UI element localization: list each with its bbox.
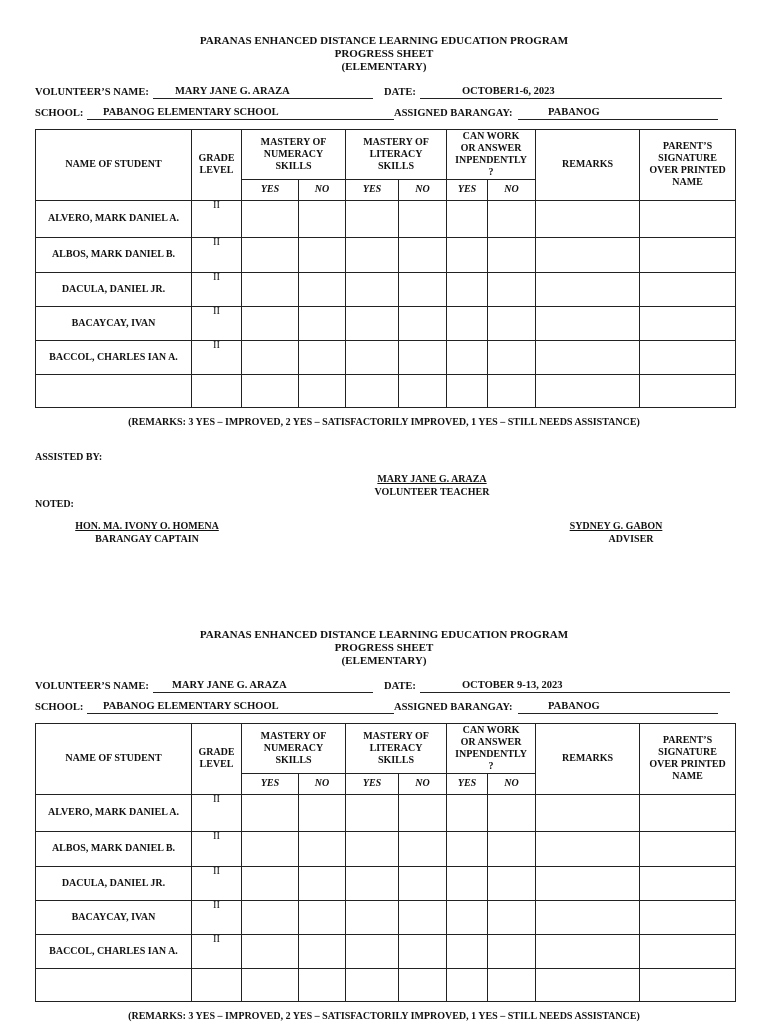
table-row xyxy=(36,341,736,375)
school-value: PABANOG ELEMENTARY SCHOOL xyxy=(103,107,279,118)
student-name: ALVERO, MARK DANIEL A. xyxy=(36,201,192,238)
header-independent: CAN WORK OR ANSWER INPENDENTLY ? xyxy=(447,130,536,180)
adviser-signature-block xyxy=(556,520,676,546)
header-yes: YES xyxy=(447,774,488,795)
student-grade: II xyxy=(192,832,242,867)
volunteer-name-field xyxy=(153,86,373,99)
barangay-label: ASSIGNED BARANGAY: xyxy=(394,108,513,119)
table-row xyxy=(36,201,736,238)
volunteer-name-value: MARY JANE G. ARAZA xyxy=(172,680,287,691)
student-grade: II xyxy=(192,341,242,375)
student-grade: II xyxy=(192,901,242,935)
date-field xyxy=(420,680,730,693)
captain-signature-block xyxy=(57,520,237,546)
captain-signature-role: BARANGAY CAPTAIN xyxy=(95,534,199,545)
header-no: NO xyxy=(488,774,536,795)
program-title: PARANAS ENHANCED DISTANCE LEARNING EDUCATION PROGRAM xyxy=(199,629,569,641)
date-value: OCTOBER1-6, 2023 xyxy=(462,86,555,97)
school-field xyxy=(87,107,394,120)
sheet-subtitle: PROGRESS SHEET xyxy=(334,48,434,60)
header-remarks: REMARKS xyxy=(536,130,640,201)
volunteer-signature-role: VOLUNTEER TEACHER xyxy=(374,487,490,498)
header-yes: YES xyxy=(346,180,399,201)
header-grade: GRADE LEVEL xyxy=(192,724,242,795)
student-grade: II xyxy=(192,238,242,273)
header-grade: GRADE LEVEL xyxy=(192,130,242,201)
header-numeracy: MASTERY OF NUMERACY SKILLS xyxy=(242,724,346,774)
table-row xyxy=(36,795,736,832)
table-row xyxy=(36,935,736,969)
header-no: NO xyxy=(488,180,536,201)
table-row xyxy=(36,375,736,408)
barangay-value: PABANOG xyxy=(548,701,600,712)
date-value: OCTOBER 9-13, 2023 xyxy=(462,680,563,691)
progress-table xyxy=(35,129,736,408)
student-name: BACAYCAY, IVAN xyxy=(36,307,192,341)
barangay-field xyxy=(518,107,718,120)
header-no: NO xyxy=(399,180,447,201)
student-grade: II xyxy=(192,935,242,969)
student-name: DACULA, DANIEL JR. xyxy=(36,273,192,307)
program-title: PARANAS ENHANCED DISTANCE LEARNING EDUCATION PROGRAM xyxy=(199,35,569,47)
student-name: ALBOS, MARK DANIEL B. xyxy=(36,238,192,273)
sheet-level: (ELEMENTARY) xyxy=(341,655,427,667)
header-yes: YES xyxy=(346,774,399,795)
date-field xyxy=(420,86,722,99)
student-name: BACCOL, CHARLES IAN A. xyxy=(36,341,192,375)
header-yes: YES xyxy=(242,774,299,795)
header-name: NAME OF STUDENT xyxy=(36,724,192,795)
header-yes: YES xyxy=(242,180,299,201)
school-field xyxy=(87,701,394,714)
date-label: DATE: xyxy=(384,87,416,98)
header-yes: YES xyxy=(447,180,488,201)
student-grade: II xyxy=(192,307,242,341)
volunteer-label: VOLUNTEER’S NAME: xyxy=(35,681,149,692)
school-label: SCHOOL: xyxy=(35,108,84,119)
header-literacy: MASTERY OF LITERACY SKILLS xyxy=(346,724,447,774)
volunteer-label: VOLUNTEER’S NAME: xyxy=(35,87,149,98)
student-grade: II xyxy=(192,795,242,832)
table-row xyxy=(36,273,736,307)
noted-label: NOTED: xyxy=(35,499,74,510)
table-row xyxy=(36,832,736,867)
barangay-label: ASSIGNED BARANGAY: xyxy=(394,702,513,713)
header-numeracy: MASTERY OF NUMERACY SKILLS xyxy=(242,130,346,180)
table-row xyxy=(36,901,736,935)
table-row xyxy=(36,307,736,341)
school-label: SCHOOL: xyxy=(35,702,84,713)
table-row xyxy=(36,969,736,1002)
student-name: ALBOS, MARK DANIEL B. xyxy=(36,832,192,867)
header-parent-signature: PARENT’S SIGNATURE OVER PRINTED NAME xyxy=(640,130,736,201)
volunteer-signature-name: MARY JANE G. ARAZA xyxy=(377,474,487,485)
header-literacy: MASTERY OF LITERACY SKILLS xyxy=(346,130,447,180)
sheet-level: (ELEMENTARY) xyxy=(341,61,427,73)
student-name: DACULA, DANIEL JR. xyxy=(36,867,192,901)
school-value: PABANOG ELEMENTARY SCHOOL xyxy=(103,701,279,712)
barangay-value: PABANOG xyxy=(548,107,600,118)
student-name: BACAYCAY, IVAN xyxy=(36,901,192,935)
adviser-signature-role: ADVISER xyxy=(608,534,654,545)
captain-signature-name: HON. MA. IVONY O. HOMENA xyxy=(75,521,219,532)
sheet-subtitle: PROGRESS SHEET xyxy=(334,642,434,654)
remarks-legend: (REMARKS: 3 YES – IMPROVED, 2 YES – SATISFACTORILY IMPROVED, 1 YES – STILL NEEDS ASSISTANCE) xyxy=(128,417,640,428)
remarks-legend: (REMARKS: 3 YES – IMPROVED, 2 YES – SATISFACTORILY IMPROVED, 1 YES – STILL NEEDS ASSISTANCE) xyxy=(128,1011,640,1022)
adviser-signature-name: SYDNEY G. GABON xyxy=(569,521,663,532)
volunteer-name-field xyxy=(153,680,373,693)
table-row xyxy=(36,238,736,273)
assisted-by-label: ASSISTED BY: xyxy=(35,452,103,463)
header-name: NAME OF STUDENT xyxy=(36,130,192,201)
header-no: NO xyxy=(299,180,346,201)
student-grade: II xyxy=(192,201,242,238)
student-name: ALVERO, MARK DANIEL A. xyxy=(36,795,192,832)
student-grade: II xyxy=(192,273,242,307)
volunteer-signature-block xyxy=(332,473,532,499)
barangay-field xyxy=(518,701,718,714)
volunteer-name-value: MARY JANE G. ARAZA xyxy=(175,86,290,97)
header-independent: CAN WORK OR ANSWER INPENDENTLY ? xyxy=(447,724,536,774)
progress-table xyxy=(35,723,736,1002)
student-grade: II xyxy=(192,867,242,901)
header-parent-signature: PARENT’S SIGNATURE OVER PRINTED NAME xyxy=(640,724,736,795)
header-no: NO xyxy=(299,774,346,795)
date-label: DATE: xyxy=(384,681,416,692)
table-row xyxy=(36,867,736,901)
header-remarks: REMARKS xyxy=(536,724,640,795)
header-no: NO xyxy=(399,774,447,795)
student-name: BACCOL, CHARLES IAN A. xyxy=(36,935,192,969)
